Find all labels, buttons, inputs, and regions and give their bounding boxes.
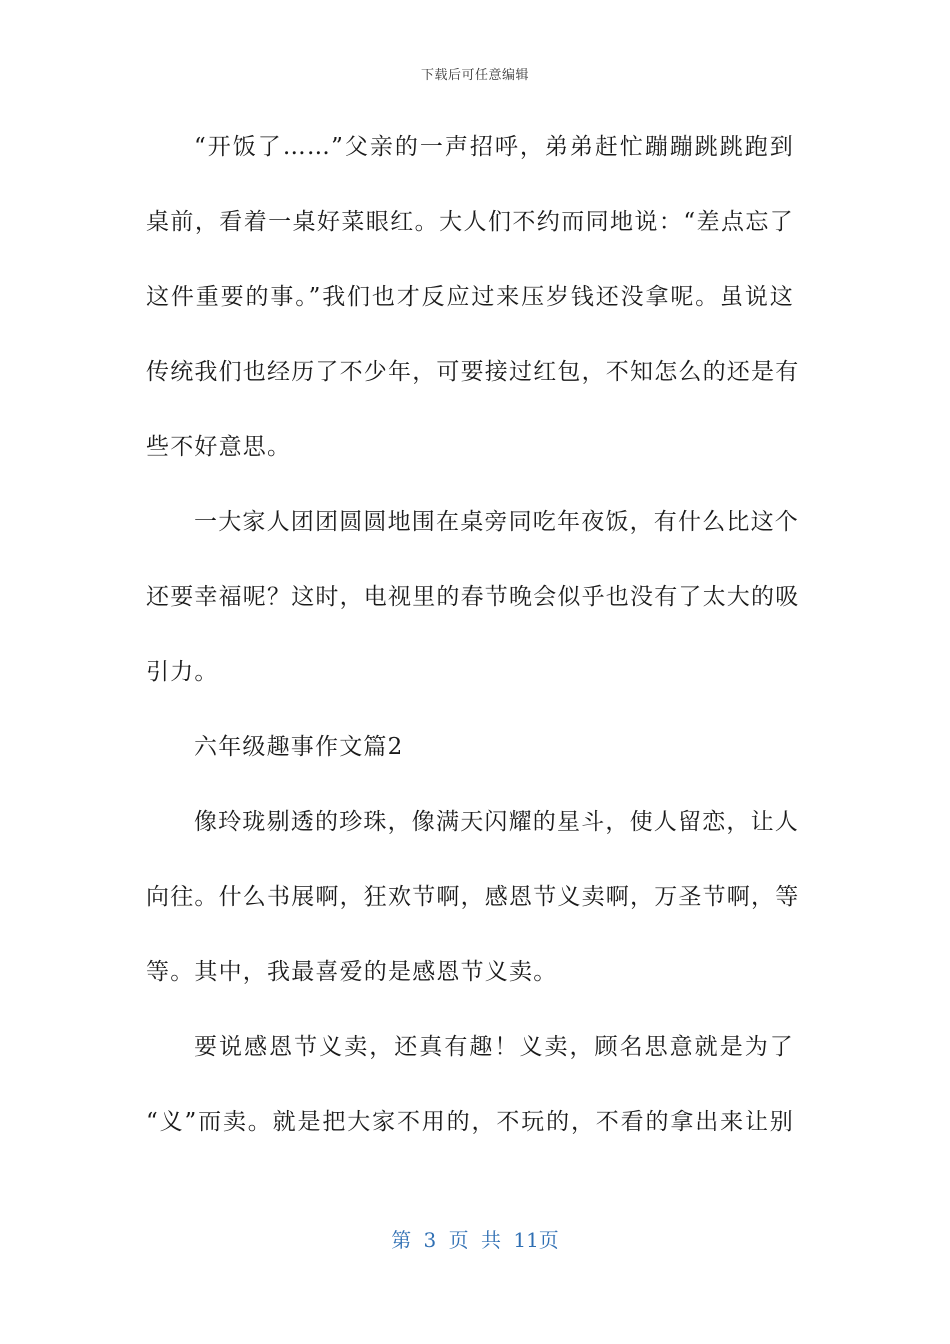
paragraph-line: “开饭了……”父亲的一声招呼，弟弟赶忙蹦蹦跳跳跑到 [194, 134, 794, 160]
paragraph-line: 些不好意思。 [146, 434, 292, 460]
paragraph-line: 向往。什么书展啊，狂欢节啊，感恩节义卖啊，万圣节啊，等 [146, 884, 800, 910]
paragraph-line: 要说感恩节义卖，还真有趣！义卖，顾名思意就是为了 [194, 1034, 794, 1060]
paragraph-line: 等。其中，我最喜爱的是感恩节义卖。 [146, 959, 558, 985]
paragraph-line: 一大家人团团圆圆地围在桌旁同吃年夜饭，有什么比这个 [194, 509, 799, 535]
paragraph-line: 像玲珑剔透的珍珠，像满天闪耀的星斗，使人留恋，让人 [194, 809, 799, 835]
section-heading: 六年级趣事作文篇2 [194, 734, 404, 760]
paragraph-line: 这件重要的事。”我们也才反应过来压岁钱还没拿呢。虽说这 [146, 284, 794, 310]
paragraph-line: 传统我们也经历了不少年，可要接过红包，不知怎么的还是有 [146, 359, 800, 385]
page-number: 第 3 页 共 11页 [391, 1228, 559, 1252]
paragraph-line: “义”而卖。就是把大家不用的，不玩的，不看的拿出来让别 [146, 1109, 794, 1135]
page-header-note: 下载后可任意编辑 [420, 68, 529, 83]
paragraph-line: 桌前，看着一桌好菜眼红。大人们不约而同地说：“差点忘了 [146, 209, 794, 235]
paragraph-line: 引力。 [146, 659, 219, 685]
paragraph-line: 还要幸福呢？这时，电视里的春节晚会似乎也没有了太大的吸 [146, 584, 800, 610]
document-body [146, 122, 800, 1172]
